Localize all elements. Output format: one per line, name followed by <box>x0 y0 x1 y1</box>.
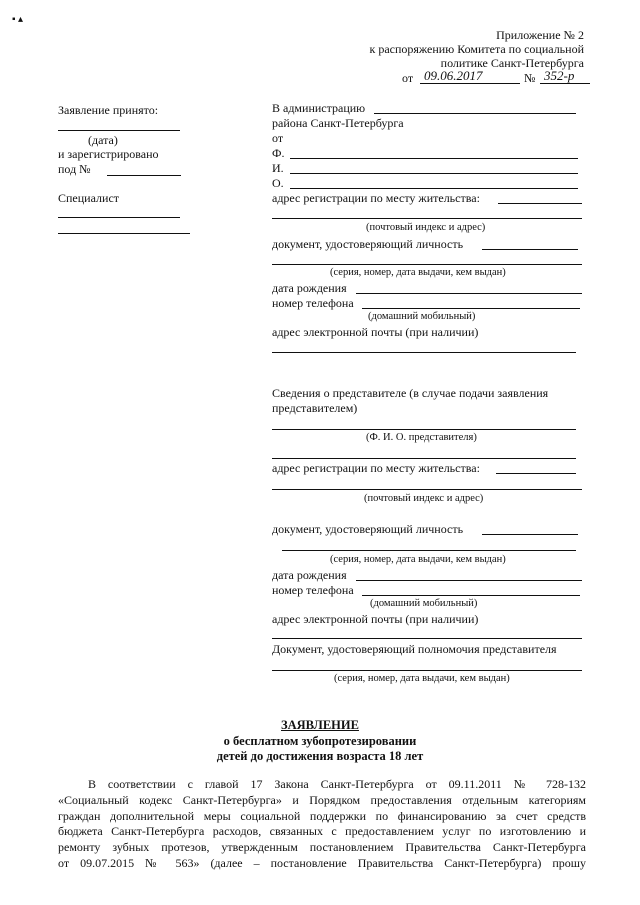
representative-birth-date-line <box>356 580 582 581</box>
phone-label: номер телефона <box>272 296 354 310</box>
birth-date-line <box>356 293 582 294</box>
header-number-line <box>540 83 590 84</box>
administration-line <box>374 113 576 114</box>
header-from-label: от <box>402 71 414 85</box>
authority-document-label: Документ, удостоверяющий полномочия представителя <box>272 642 557 656</box>
patronymic-line <box>290 188 578 189</box>
representative-fio-hint: (Ф. И. О. представителя) <box>366 432 477 443</box>
surname-label: Ф. <box>272 146 285 160</box>
representative-registration-line-2 <box>272 489 582 490</box>
representative-phone-line <box>362 595 580 596</box>
document-hint: (серия, номер, дата выдачи, кем выдан) <box>330 267 506 278</box>
representative-email-label: адрес электронной почты (при наличии) <box>272 612 479 626</box>
registered-label: и зарегистрировано <box>58 147 159 161</box>
representative-identity-line-1 <box>482 534 578 535</box>
postal-hint: (почтовый индекс и адрес) <box>366 222 486 233</box>
representative-identity-label: документ, удостоверяющий личность <box>272 522 464 536</box>
registration-number-line <box>107 175 181 176</box>
to-administration-label: В администрацию <box>272 101 366 115</box>
authority-document-hint: (серия, номер, дата выдачи, кем выдан) <box>334 673 510 684</box>
header-number-value: 352-р <box>544 68 575 83</box>
representative-separator-line <box>272 458 576 459</box>
registration-address-label: адрес регистрации по месту жительства: <box>272 191 480 205</box>
specialist-line-1 <box>58 217 180 218</box>
representative-registration-label: адрес регистрации по месту жительства: <box>272 461 480 475</box>
name-label: И. <box>272 161 284 175</box>
statement-subtitle-2: детей до достижения возраста 18 лет <box>216 749 424 763</box>
body-line: ремонту зубных протезов, утвержденным постановлением Правительства Санкт-Петербурга <box>58 840 586 855</box>
registration-address-line-2 <box>272 218 582 219</box>
identity-document-label: документ, удостоверяющий личность <box>272 237 464 251</box>
authority-document-line <box>272 670 582 671</box>
district-label: района Санкт-Петербурга <box>272 116 404 130</box>
representative-email-line <box>272 638 582 639</box>
email-label: адрес электронной почты (при наличии) <box>272 325 479 339</box>
appendix-number: Приложение № 2 <box>496 28 584 42</box>
body-line: В соответствии с главой 17 Закона Санкт-Петербурга от 09.11.2011 № 728-132 <box>88 777 586 791</box>
representative-registration-line-1 <box>496 473 576 474</box>
phone-line <box>362 308 580 309</box>
from-label: от <box>272 131 284 145</box>
body-line: от 09.07.2015 № 563» (далее – постановление Правительства Санкт-Петербурга) прошу <box>58 855 586 870</box>
header-date-line <box>420 83 520 84</box>
body-paragraph <box>58 777 586 872</box>
body-line: граждан дополнительной меры социальной поддержки по финансированию за счет средств <box>58 808 586 823</box>
scan-mark: ▪ ▴ <box>12 14 24 25</box>
date-hint: (дата) <box>88 133 118 147</box>
surname-line <box>290 158 578 159</box>
header-date-value: 09.06.2017 <box>424 68 483 83</box>
statement-subtitle-1: о бесплатном зубопротезировании <box>223 734 417 748</box>
body-line: «Социальный кодекс Санкт-Петербурга» и Порядком предоставления отдельным категориям <box>58 792 586 807</box>
statement-title: ЗАЯВЛЕНИЕ <box>281 718 359 732</box>
representative-phone-label: номер телефона <box>272 583 354 597</box>
specialist-line-2 <box>58 233 190 234</box>
accepted-date-line <box>58 130 180 131</box>
under-number-label: под № <box>58 162 91 176</box>
representative-phone-hint: (домашний мобильный) <box>370 598 478 609</box>
phone-hint: (домашний мобильный) <box>368 311 476 322</box>
identity-document-line-1 <box>482 249 578 250</box>
appendix-order-line: к распоряжению Комитета по социальной <box>369 42 584 56</box>
representative-identity-line-2 <box>282 550 576 551</box>
representative-info-line-1: Сведения о представителе (в случае подачи заявления <box>272 386 549 400</box>
header-number-label: № <box>524 71 536 85</box>
name-line <box>290 173 578 174</box>
representative-fio-line <box>272 429 576 430</box>
specialist-label: Специалист <box>58 191 120 205</box>
identity-document-line-2 <box>272 264 582 265</box>
appendix-committee-line: политике Санкт-Петербурга <box>440 56 584 70</box>
representative-postal-hint: (почтовый индекс и адрес) <box>364 493 484 504</box>
body-line: бюджета Санкт-Петербурга расходов, связанных с предоставлением услуг по изготовлению и <box>58 824 586 839</box>
representative-info-line-2: представителем) <box>272 401 358 415</box>
accepted-label: Заявление принято: <box>58 103 159 117</box>
representative-document-hint: (серия, номер, дата выдачи, кем выдан) <box>330 554 506 565</box>
representative-birth-date-label: дата рождения <box>272 568 347 582</box>
registration-address-line-1 <box>498 203 582 204</box>
email-line <box>272 352 576 353</box>
birth-date-label: дата рождения <box>272 281 347 295</box>
patronymic-label: О. <box>272 176 284 190</box>
